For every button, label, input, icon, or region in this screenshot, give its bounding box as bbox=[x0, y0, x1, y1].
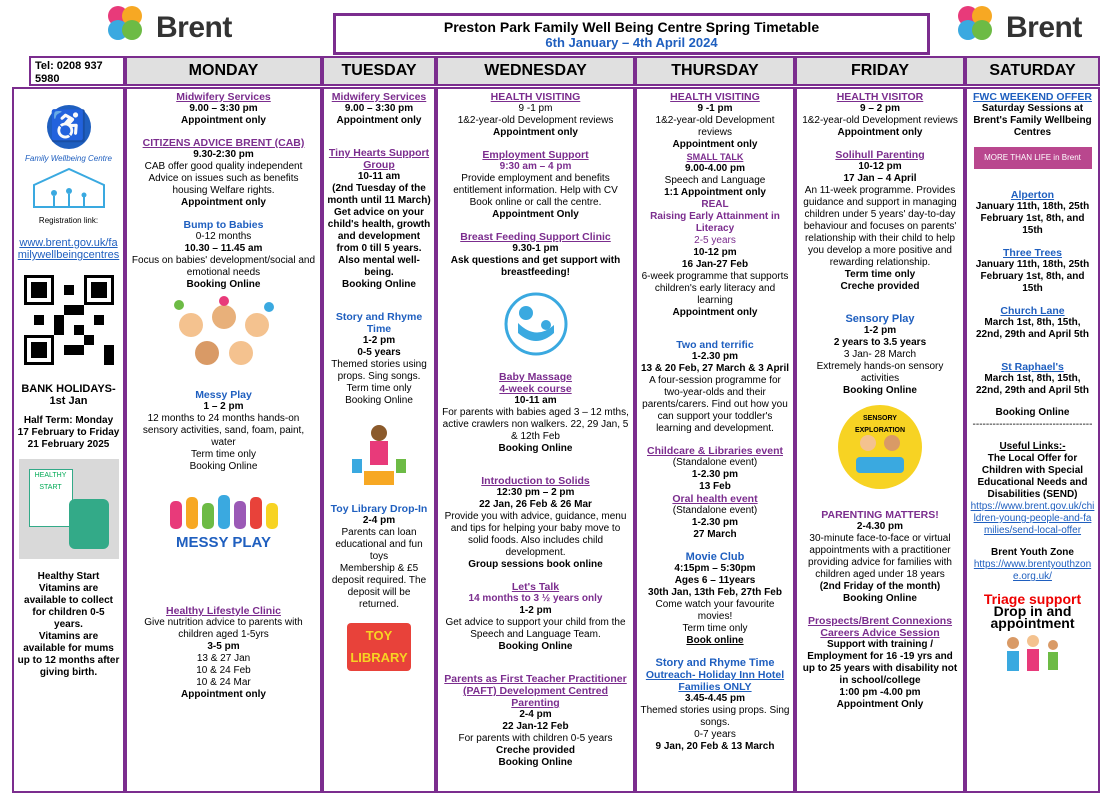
messy-play-heading: Messy Play bbox=[195, 389, 252, 401]
session-desc: Ask questions and get support with breastfeeding! bbox=[450, 255, 621, 278]
session-desc: Extremely hands-on sensory activities bbox=[816, 361, 944, 384]
session-time: 1-2 pm bbox=[863, 325, 897, 336]
session-time: 4:15pm – 5:30pm bbox=[674, 563, 756, 574]
session-date: 9 Jan, 20 Feb & 13 March bbox=[655, 741, 775, 752]
session-time: 12:30 pm – 2 pm bbox=[496, 487, 575, 498]
sensory-badge-text: SENSORY EXPLORATION bbox=[854, 415, 906, 434]
session-age: Ages 6 – 11years bbox=[674, 575, 756, 586]
session-note: 1:1 Appointment only bbox=[664, 187, 766, 198]
session-time: 9.00-4.00 pm bbox=[684, 163, 746, 174]
session-desc: Themed stories using props. Sing songs. bbox=[640, 705, 790, 728]
vitamin-pack-label: HEALTHY START bbox=[29, 469, 73, 527]
session-booking: Group sessions book online bbox=[468, 559, 603, 570]
session-date: 10 & 24 Mar bbox=[196, 677, 251, 688]
messy-play-label: MESSY PLAY bbox=[175, 534, 272, 551]
divider: ------------------------------------ bbox=[972, 419, 1093, 430]
vitamins-photo bbox=[19, 459, 119, 559]
brent-mark-icon bbox=[958, 6, 1002, 50]
registration-label: Registration link: bbox=[38, 216, 99, 225]
info-column bbox=[12, 87, 125, 793]
house-family-icon bbox=[24, 165, 114, 209]
session-date: March 1st, 8th, 15th, 22nd, 29th and April 5th bbox=[976, 373, 1089, 396]
session-desc: Give nutrition advice to parents with children aged 1-5yrs bbox=[144, 617, 303, 640]
session-time: 1:00 pm -4.00 pm bbox=[839, 687, 921, 698]
session-time: 1-2.30 pm bbox=[691, 351, 739, 362]
session-booking: Booking Online bbox=[342, 279, 416, 290]
session-booking: Booking Online bbox=[345, 395, 413, 406]
movie-club-heading: Movie Club bbox=[685, 551, 745, 563]
breastfeeding-heading: Breast Feeding Support Clinic bbox=[460, 231, 611, 243]
st-raphaels-heading: St Raphael's bbox=[1001, 361, 1064, 373]
vitamin-bottle-icon bbox=[69, 499, 109, 549]
session-time: 1-2.30 pm bbox=[691, 517, 739, 528]
brand-name: Brent bbox=[156, 11, 232, 44]
session-note: Appointment only bbox=[837, 127, 923, 138]
session-time: 1 – 2 pm bbox=[203, 401, 244, 412]
childcare-event-heading: Childcare & Libraries event bbox=[647, 445, 783, 457]
solids-heading: Introduction to Solids bbox=[481, 475, 590, 487]
session-time: 10-11 am bbox=[357, 171, 401, 182]
day-thursday: THURSDAY bbox=[635, 56, 795, 86]
two-terrific-heading: Two and terrific bbox=[676, 339, 754, 351]
session-time: 2-4 pm bbox=[362, 515, 396, 526]
qr-code[interactable] bbox=[24, 275, 114, 365]
session-age: 14 months to 3 ½ years only bbox=[468, 593, 603, 604]
session-time: 3-5 pm bbox=[207, 641, 240, 652]
session-desc: Speech and Language bbox=[664, 175, 766, 186]
session-desc: 12 months to 24 months hands-on sensory activities, sand, foam, paint, water bbox=[142, 413, 305, 448]
session-note: Appointment only bbox=[336, 115, 422, 126]
session-desc: Focus on babies' development/social and emotional needs bbox=[131, 255, 316, 278]
oral-health-heading: Oral health event bbox=[672, 493, 758, 505]
messy-play-graphic bbox=[164, 493, 284, 563]
session-desc: Get advice on your child's health, growth and development from 0 till 5 years. Also mental well-being. bbox=[327, 207, 431, 278]
youth-zone-link[interactable]: https://www.brentyouthzone.org.uk/ bbox=[973, 559, 1092, 582]
session-booking: Book online bbox=[686, 635, 744, 646]
saturday-column bbox=[965, 87, 1100, 793]
session-note: Appointment only bbox=[672, 307, 758, 318]
session-time: 9.30-1 pm bbox=[512, 243, 559, 254]
session-date: January 11th, 18th, 25th February 1st, 8th, and 15th bbox=[975, 259, 1090, 294]
session-booking: Booking Online bbox=[843, 385, 917, 396]
real-subheading: Raising Early Attainment in Literacy bbox=[650, 211, 780, 234]
tiny-hearts-heading: Tiny Hearts Support Group bbox=[328, 147, 430, 171]
session-subheading: 4-week course bbox=[499, 383, 572, 395]
weekend-offer-heading: FWC WEEKEND OFFER bbox=[973, 91, 1092, 103]
session-note: Creche provided bbox=[496, 745, 575, 756]
tuesday-column bbox=[322, 87, 436, 793]
session-note: Booking Online bbox=[186, 279, 261, 290]
health-visitor-heading: HEALTH VISITOR bbox=[836, 91, 924, 103]
session-date: March 1st, 8th, 15th, 22nd, 29th and April 5th bbox=[976, 317, 1089, 340]
friday-column bbox=[795, 87, 965, 793]
session-desc: 6-week programme that supports children's early literacy and learning bbox=[641, 271, 789, 306]
session-booking: Booking Online bbox=[843, 593, 917, 604]
session-date: 27 March bbox=[693, 529, 737, 540]
session-time: 1-2 pm bbox=[519, 605, 552, 616]
page-title: Preston Park Family Well Being Centre Spring Timetable bbox=[443, 19, 820, 35]
telephone: Tel: 0208 937 5980 bbox=[29, 56, 125, 86]
session-desc: 30-minute face-to-face or virtual appointments with a practitioner providing advice for families with children aged under 18 years bbox=[808, 533, 952, 580]
session-date: 10 & 24 Feb bbox=[196, 665, 251, 676]
session-note: Appointment only bbox=[181, 115, 266, 126]
toy-library-logo: TOY LIBRARY bbox=[347, 623, 411, 671]
brent-logo-right bbox=[958, 6, 1082, 50]
day-monday: MONDAY bbox=[125, 56, 322, 86]
brand-name: Brent bbox=[1006, 11, 1082, 44]
family-icon bbox=[1001, 633, 1065, 673]
cab-heading: CITIZENS ADVICE BRENT (CAB) bbox=[142, 137, 305, 149]
day-tuesday: TUESDAY bbox=[322, 56, 436, 86]
bank-holidays: BANK HOLIDAYS- bbox=[21, 383, 116, 395]
thursday-column bbox=[635, 87, 795, 793]
midwifery-heading: Midwifery Services bbox=[176, 91, 271, 103]
employment-heading: Employment Support bbox=[482, 149, 589, 161]
story-time-illustration bbox=[344, 419, 414, 489]
session-date: 13 & 27 Jan bbox=[196, 653, 251, 664]
session-time: 9:30 am – 4 pm bbox=[499, 161, 572, 172]
sensory-play-heading: Sensory Play bbox=[845, 313, 915, 325]
session-desc: Provide employment and benefits entitlement information. Help with CV Book online or call the centre. bbox=[453, 173, 618, 208]
session-time: 1-2.30 pm bbox=[691, 469, 739, 480]
session-age: 0-7 years bbox=[694, 729, 736, 740]
weekend-desc: Saturday Sessions at Brent's Family Wellbeing Centres bbox=[973, 103, 1092, 138]
bump-to-babies-heading: Bump to Babies bbox=[183, 219, 264, 231]
session-time: 10-12 pm bbox=[858, 161, 902, 172]
mums-vitamins-text: Vitamins are available for mums up to 12 months after giving birth. bbox=[17, 631, 120, 678]
midwifery-heading: Midwifery Services bbox=[331, 91, 427, 103]
lets-talk-heading: Let's Talk bbox=[511, 581, 560, 593]
session-age: 2 years to 3.5 years bbox=[833, 337, 927, 348]
session-desc: Provide you with advice, guidance, menu and tips for helping your baby move to solid foods. Also includes child development. bbox=[444, 511, 627, 558]
session-note: (2nd Friday of the month) bbox=[819, 581, 941, 592]
half-term: Half Term: Monday 17 February to Friday 21 February 2025 bbox=[17, 415, 120, 450]
parenting-matters-heading: PARENTING MATTERS! bbox=[821, 509, 939, 521]
title-box bbox=[333, 13, 930, 55]
session-date: January 11th, 18th, 25th February 1st, 8th, and 15th bbox=[975, 201, 1090, 236]
monday-column bbox=[125, 87, 322, 793]
solihull-heading: Solihull Parenting bbox=[835, 149, 925, 161]
session-note: Term time only bbox=[190, 449, 256, 460]
more-than-life-banner: MORE THAN LIFE in Brent bbox=[974, 147, 1092, 169]
session-booking: Booking Online bbox=[498, 443, 573, 454]
brent-mark-icon bbox=[108, 6, 152, 50]
youth-zone-heading: Brent Youth Zone bbox=[991, 547, 1074, 558]
session-time: 9 – 2 pm bbox=[859, 103, 901, 114]
session-note: Appointment only bbox=[672, 139, 758, 150]
local-offer-link[interactable]: https://www.brent.gov.uk/children-young-people-and-families/send-local-offer bbox=[970, 501, 1095, 536]
three-trees-heading: Three Trees bbox=[1003, 247, 1062, 259]
session-time: 10-11 am bbox=[514, 395, 557, 406]
wheelchair-icon: ♿ bbox=[47, 105, 91, 149]
session-desc: Get advice to support your child from the Speech and Language Team. bbox=[445, 617, 626, 640]
session-time: 2-4 pm bbox=[519, 709, 552, 720]
session-note: Term time only bbox=[844, 269, 916, 280]
session-date: 30th Jan, 13th Feb, 27th Feb bbox=[648, 587, 782, 598]
story-rhyme-outreach-heading: Story and Rhyme Time bbox=[655, 657, 775, 669]
session-desc: 1&2-year-old Development reviews bbox=[802, 115, 958, 126]
story-rhyme-heading: Story and Rhyme Time bbox=[335, 311, 423, 335]
session-desc: For parents with babies aged 3 – 12 mths, active crawlers non walkers. 22, 29 Jan, 5 & 12th Feb bbox=[442, 407, 629, 442]
session-desc: Themed stories using props. Sing songs. bbox=[331, 359, 427, 382]
small-talk-heading: SMALL TALK bbox=[686, 152, 744, 162]
session-note: Appointment Only bbox=[836, 699, 924, 710]
children-playing-icon bbox=[838, 405, 922, 489]
brent-logo-left bbox=[108, 6, 232, 50]
session-time: 2-4.30 pm bbox=[856, 521, 904, 532]
hands-icon bbox=[164, 493, 284, 533]
session-date: 3 Jan- 28 March bbox=[843, 349, 917, 360]
session-note: (Standalone event) bbox=[672, 505, 758, 516]
session-date: 22 Jan-12 Feb bbox=[502, 721, 569, 732]
session-booking: Booking Online bbox=[995, 407, 1070, 418]
session-note: (Standalone event) bbox=[672, 457, 758, 468]
session-time: 9.30-2:30 pm bbox=[193, 149, 254, 160]
session-desc: 1&2-year-old Development reviews bbox=[457, 115, 614, 126]
session-time: 1-2 pm bbox=[362, 335, 396, 346]
session-note: Appointment Only bbox=[492, 209, 579, 220]
session-time: 9.00 – 3:30 pm bbox=[189, 103, 258, 114]
breastfeeding-icon bbox=[496, 291, 576, 357]
alperton-heading: Alperton bbox=[1010, 189, 1055, 201]
session-note: Appointment only bbox=[181, 689, 266, 700]
healthy-lifestyle-heading: Healthy Lifestyle Clinic bbox=[166, 605, 281, 617]
session-desc: An 11-week programme. Provides guidance and support in managing children under 5 years' day-to-day behaviour and focuses on parents' relationship with their child to help you develop a more positive and rewarding relationship. bbox=[803, 185, 957, 268]
real-heading: REAL bbox=[701, 199, 729, 210]
session-desc: Support with training / Employment for 16 -19 yrs and up to 25 years with disability not in school/college bbox=[802, 639, 958, 686]
session-note: Term time only bbox=[682, 623, 748, 634]
session-date: 22 Jan, 26 Feb & 26 Mar bbox=[479, 499, 592, 510]
session-note: Appointment only bbox=[181, 197, 266, 208]
wednesday-column bbox=[436, 87, 635, 793]
sensory-exploration-badge bbox=[838, 405, 922, 489]
session-desc: Come watch your favourite movies! bbox=[655, 599, 775, 622]
session-time: 9 -1 pm bbox=[697, 103, 733, 114]
session-age: 0-12 months bbox=[195, 231, 252, 242]
session-note: (2nd Tuesday of the month until 11 March) bbox=[327, 183, 431, 206]
day-saturday: SATURDAY bbox=[965, 56, 1100, 86]
triage-desc: Drop in and appointment bbox=[990, 603, 1075, 631]
session-time: 10-12 pm bbox=[693, 247, 737, 258]
health-visiting-heading: HEALTH VISITING bbox=[490, 91, 581, 103]
session-date: 16 Jan-27 Feb bbox=[681, 259, 749, 270]
session-note: Appointment only bbox=[493, 127, 578, 138]
session-date: 13 & 20 Feb, 27 March & 3 April bbox=[640, 363, 790, 374]
triage-heading: Triage support bbox=[983, 591, 1082, 607]
session-age: 2-5 years bbox=[694, 235, 736, 246]
useful-links-heading: Useful Links:- bbox=[999, 441, 1066, 452]
session-desc: A four-session programme for two-year-olds and their parents/carers. Find out how you can support your toddler's learning and development. bbox=[642, 375, 788, 434]
careers-advice-heading: Prospects/Brent Connexions Careers Advice Session bbox=[807, 615, 953, 639]
date-range: 6th January – 4th April 2024 bbox=[545, 35, 718, 50]
session-age: 0-5 years bbox=[357, 347, 401, 358]
session-time: 3.45-4.45 pm bbox=[684, 693, 746, 704]
paft-heading: Parents as First Teacher Practitioner (PAFT) Development Centred Parenting bbox=[444, 673, 627, 709]
session-booking: Booking Online bbox=[498, 641, 573, 652]
baby-massage-heading: Baby Massage bbox=[499, 371, 572, 383]
session-desc: For parents with children 0-5 years bbox=[458, 733, 613, 744]
session-time: 9.00 – 3:30 pm bbox=[344, 103, 414, 114]
local-offer-desc: The Local Offer for Children with Special Educational Needs and Disabilities (SEND) bbox=[977, 453, 1088, 500]
day-friday: FRIDAY bbox=[795, 56, 965, 86]
healthy-start-text: Healthy Start Vitamins are available to collect for children 0-5 years. bbox=[24, 571, 113, 630]
babies-illustration bbox=[169, 295, 279, 375]
session-booking: Booking Online bbox=[498, 757, 573, 768]
session-desc: Parents can loan educational and fun toys bbox=[335, 527, 423, 562]
bank-holiday-date: 1st Jan bbox=[49, 395, 88, 407]
day-wednesday: WEDNESDAY bbox=[436, 56, 635, 86]
session-time: 10.30 – 11.45 am bbox=[184, 243, 263, 254]
session-time: 9 -1 pm bbox=[518, 103, 553, 114]
church-lane-heading: Church Lane bbox=[1000, 305, 1065, 317]
session-note: Term time only bbox=[346, 383, 412, 394]
session-date: 17 Jan – 4 April bbox=[843, 173, 917, 184]
session-note: Membership & £5 deposit required. The deposit will be returned. bbox=[331, 563, 427, 610]
registration-link[interactable]: www.brent.gov.uk/familywellbeingcentres bbox=[17, 237, 120, 261]
session-note: Creche provided bbox=[840, 281, 920, 292]
health-visiting-heading: HEALTH VISITING bbox=[670, 91, 760, 103]
session-desc: CAB offer good quality independent Advice on issues such as benefits housing Welfare rights. bbox=[144, 161, 303, 196]
session-booking: Booking Online bbox=[189, 461, 258, 472]
toy-library-heading: Toy Library Drop-In bbox=[330, 503, 428, 515]
session-date: 13 Feb bbox=[699, 481, 731, 492]
fwc-logo-text: Family Wellbeing Centre bbox=[25, 154, 112, 163]
session-subheading: Outreach- Holiday Inn Hotel Families ONLY bbox=[645, 669, 785, 693]
session-desc: 1&2-year-old Development reviews bbox=[655, 115, 775, 138]
